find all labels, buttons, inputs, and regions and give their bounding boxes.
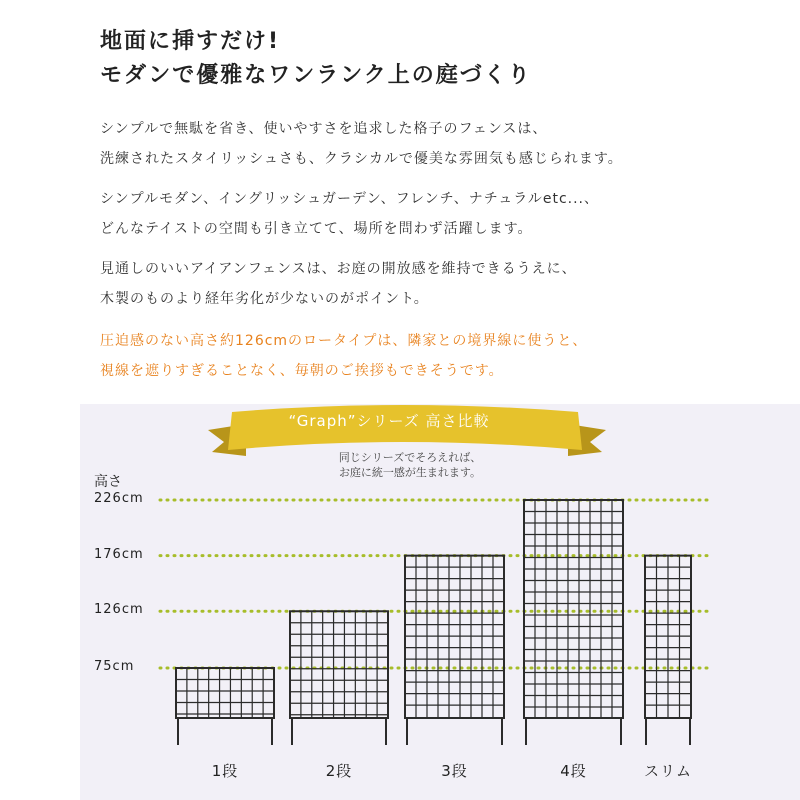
y-tick-label: 226cm	[94, 491, 144, 506]
paragraph-line: シンプルで無駄を省き、使いやすさを追求した格子のフェンスは、	[100, 121, 548, 137]
y-tick-label: 126cm	[94, 602, 144, 618]
y-tick-label: 75cm	[94, 659, 135, 674]
fence-bar	[645, 556, 691, 745]
y-axis-label: 高さ	[94, 474, 122, 490]
x-category-label: 3段	[441, 762, 468, 780]
paragraph-line: 圧迫感のない高さ約126cmのロータイプは、隣家との境界線に使うと、	[100, 333, 588, 349]
subtitle-line: お庭に統一感が生まれます。	[338, 466, 482, 479]
paragraph-line: どんなテイストの空間も引き立てて、場所を問わず活躍します。	[100, 221, 533, 237]
comparison-subtitle	[250, 450, 570, 480]
fence-bar	[290, 611, 388, 745]
x-category-label: 4段	[560, 762, 587, 780]
banner-label: “Graph”シリーズ 高さ比較	[288, 412, 490, 430]
headline-line-1: 地面に挿すだけ!	[100, 29, 281, 54]
x-category-label: スリム	[643, 762, 692, 780]
paragraph-line: 見通しのいいアイアンフェンスは、お庭の開放感を維持できるうえに、	[100, 261, 577, 277]
paragraph-line: 木製のものより経年劣化が少ないのがポイント。	[100, 291, 429, 307]
x-category-label: 1段	[211, 762, 239, 780]
paragraph-line: 洗練されたスタイリッシュさも、クラシカルで優美な雰囲気も感じられます。	[100, 151, 623, 167]
paragraph-line: 視線を遮りすぎることなく、毎朝のご挨拶もできそうです。	[100, 363, 504, 379]
fence-bar	[405, 556, 504, 745]
y-tick-label: 176cm	[94, 546, 144, 562]
headline-line-2: モダンで優雅なワンランク上の庭づくり	[100, 63, 532, 88]
paragraph-line: シンプルモダン、イングリッシュガーデン、フレンチ、ナチュラルetc...、	[100, 191, 600, 207]
subtitle-line: 同じシリーズでそろえれば、	[338, 451, 482, 464]
fence-bar	[176, 668, 274, 745]
fence-bar	[524, 500, 623, 745]
x-category-label: 2段	[325, 762, 353, 780]
